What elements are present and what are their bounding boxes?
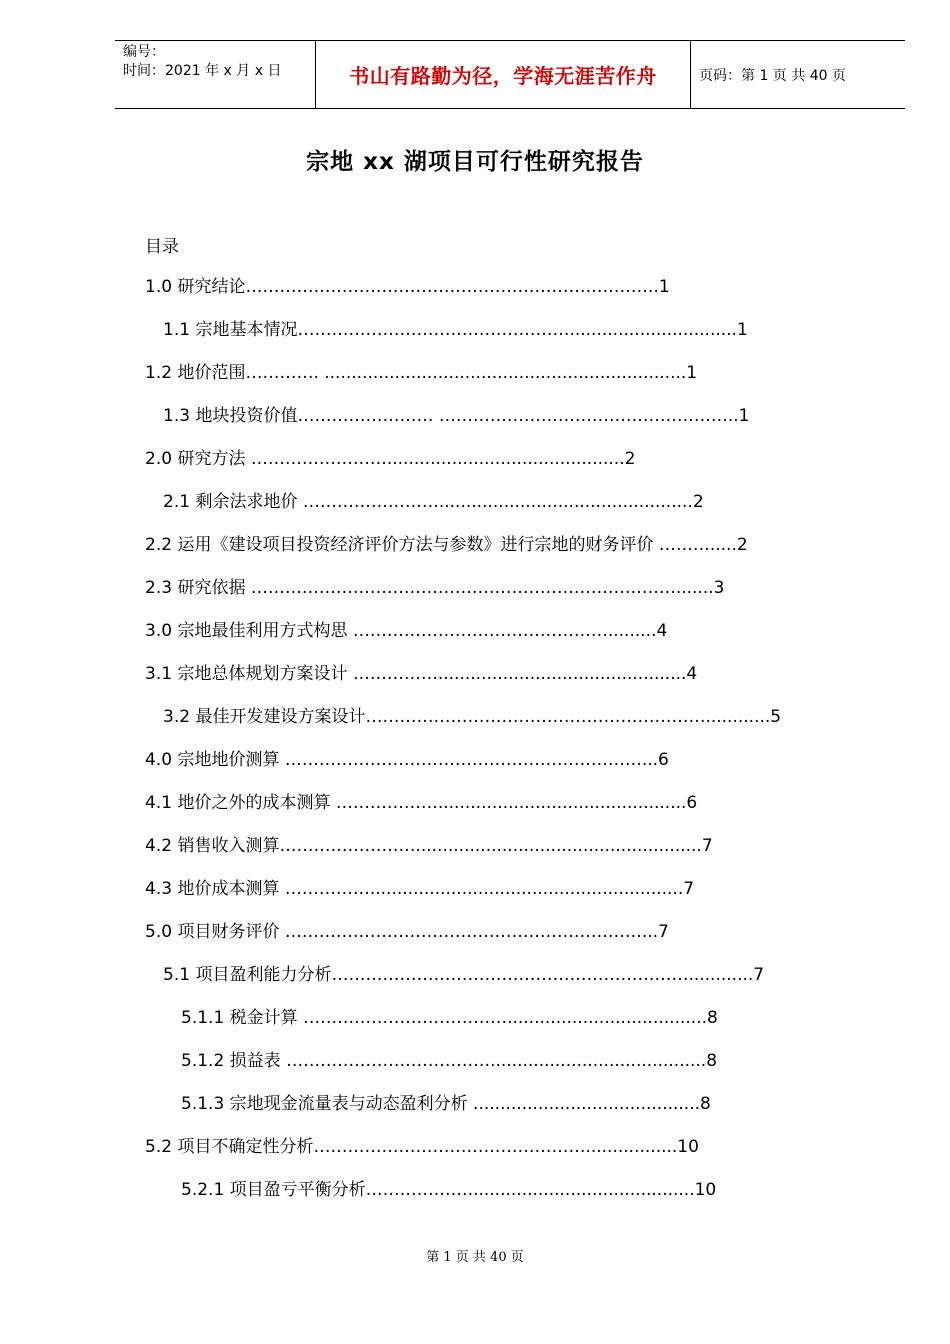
toc-entry[interactable]: 1.1 宗地基本情况…………………………………………...............................1 bbox=[163, 320, 748, 340]
toc-entry[interactable]: 3.2 最佳开发建设方案设计……………………………………………………............5 bbox=[163, 707, 782, 727]
toc-entry[interactable]: 2.0 研究方法 ……………………............................................2 bbox=[145, 449, 636, 469]
toc-entry[interactable]: 1.2 地价范围…………. ...................................................................1 bbox=[145, 363, 698, 383]
toc-entry[interactable]: 5.2 项目不确定性分析………………………………………….................10 bbox=[145, 1137, 699, 1157]
toc-entry[interactable]: 1.0 研究结论……………………………………………………………….1 bbox=[145, 277, 670, 297]
page-footer: 第 1 页 共 40 页 bbox=[426, 1250, 524, 1265]
toc-entry[interactable]: 5.2.1 项目盈亏平衡分析………………..........................................10 bbox=[181, 1180, 717, 1200]
toc-entry[interactable]: 5.1 项目盈利能力分析………………………………………………………............7 bbox=[163, 965, 765, 985]
toc-entry[interactable]: 2.2 运用《建设项目投资经济评价方法与参数》进行宗地的财务评价 ……….....2 bbox=[145, 535, 748, 555]
toc-entry[interactable]: 1.3 地块投资价值…………………… ……………………………………………..1 bbox=[163, 406, 750, 426]
toc-entry[interactable]: 4.0 宗地地价测算 ………………………………………………………...6 bbox=[145, 750, 669, 770]
page-header bbox=[115, 40, 905, 109]
motto: 书山有路勤为径，学海无涯苦作舟 bbox=[349, 64, 657, 88]
header-motto-cell bbox=[315, 41, 691, 108]
toc-entry[interactable]: 3.0 宗地最佳利用方式构思 ……………………………………….........4 bbox=[145, 621, 668, 641]
toc-heading: 目录 bbox=[145, 237, 179, 257]
header-page-info bbox=[691, 41, 905, 108]
toc-entry[interactable]: 5.0 项目财务评价 ………………………………………………………...7 bbox=[145, 922, 669, 942]
toc-entry[interactable]: 4.2 销售收入测算…………………….....................................................7 bbox=[145, 836, 713, 856]
toc-entry[interactable]: 2.3 研究依据 ………………………………………………………………….......3 bbox=[145, 578, 725, 598]
toc-entry[interactable]: 5.1.3 宗地现金流量表与动态盈利分析 ..........................................8 bbox=[181, 1094, 711, 1114]
document-title: 宗地 xx 湖项目可行性研究报告 bbox=[306, 149, 644, 175]
toc-entry[interactable]: 4.3 地价成本测算 ……………..........................................................7 bbox=[145, 879, 695, 899]
toc-entry[interactable]: 3.1 宗地总体规划方案设计 ……………..............................................4 bbox=[145, 664, 698, 684]
toc-entry[interactable]: 4.1 地价之外的成本测算 ………………..............................................6 bbox=[145, 793, 698, 813]
page-info: 页码：第 1 页 共 40 页 bbox=[699, 67, 846, 84]
toc-entry[interactable]: 2.1 剩余法求地价 ……………………...............................................2 bbox=[163, 492, 704, 512]
header-meta bbox=[115, 41, 315, 108]
time-label: 时间：2021 年 x 月 x 日 bbox=[123, 63, 282, 79]
toc-entry[interactable]: 5.1.1 税金计算 ……………………………….....................................8 bbox=[181, 1008, 718, 1028]
toc-entry[interactable]: 5.1.2 损益表 ………………………………........................................8 bbox=[181, 1051, 718, 1071]
number-label: 编号： bbox=[123, 44, 165, 60]
